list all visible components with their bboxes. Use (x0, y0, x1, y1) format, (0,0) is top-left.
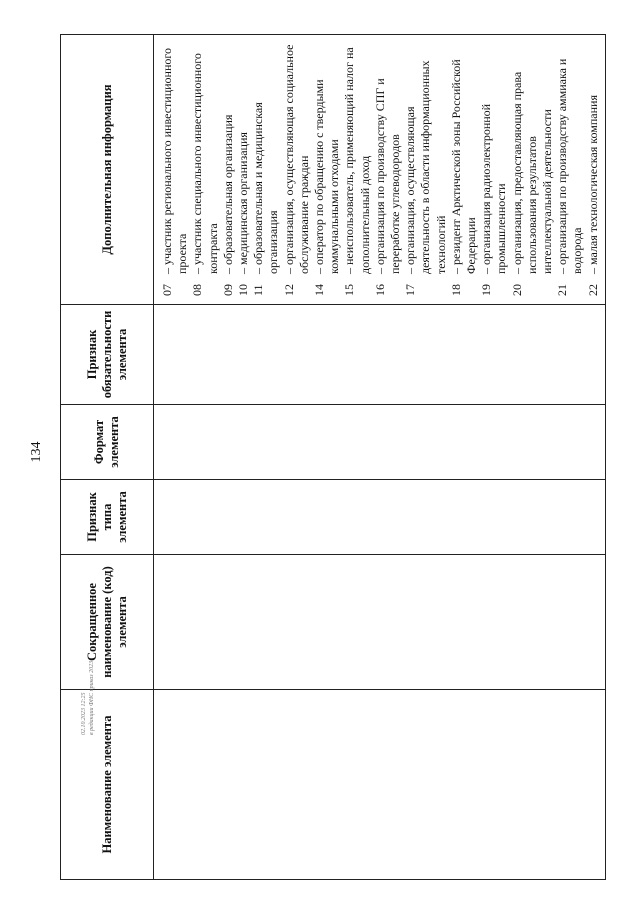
info-item-code: 07 (160, 284, 174, 296)
info-item-text: – резидент Арктической зоны Российской Федерации (448, 59, 479, 274)
header-short-name: Сокращенное наименование (код) элемента (61, 555, 154, 690)
cell-element-format (154, 405, 606, 480)
info-item-code: 22 (585, 284, 600, 296)
info-item-text: – участник регионального инвестиционного проекта (160, 47, 190, 274)
info-item-code: 20 (509, 284, 524, 296)
header-element-format: Формат элемента (61, 405, 154, 480)
info-list-item (586, 41, 601, 296)
info-item-text: – оператор по обращению с твердыми коммунальными отходами (312, 79, 342, 274)
info-list-item (221, 41, 236, 296)
info-item-code: 17 (403, 284, 418, 296)
margin-stamp-note (80, 625, 110, 735)
table-header-row (61, 35, 154, 880)
info-item-text: – организация радиоэлектронной промышленности (479, 103, 509, 274)
header-element-name: Наименование элемента (61, 690, 154, 880)
info-item-text: – организация, осуществляющая социальное обслуживание граждан (281, 44, 311, 274)
info-list-item (342, 41, 372, 296)
info-item-text: – медицинская организация (236, 132, 251, 274)
cell-element-name (154, 690, 606, 880)
info-list-item (403, 41, 449, 296)
elements-table (60, 34, 606, 880)
rotated-page-area (60, 35, 600, 880)
info-list-item (449, 41, 479, 296)
info-item-code: 10 (236, 284, 251, 296)
cell-element-type (154, 480, 606, 555)
info-item-code: 15 (342, 284, 357, 296)
info-list-item (555, 41, 585, 296)
header-required-flag: Признак обязательности элемента (61, 305, 154, 405)
info-item-code: 12 (281, 284, 296, 296)
margin-note-line-1: 02.10.2023 12:25 (81, 692, 87, 735)
info-item-text: – неиспользователь, применяющий налог на дополнительный доход (342, 47, 372, 274)
info-list-item (282, 41, 312, 296)
info-item-text: – малая технологическая компания (585, 95, 600, 274)
header-element-type: Признак типа элемента (61, 480, 154, 555)
additional-info-list (160, 41, 601, 296)
info-item-text: – образовательная и медицинская организация (251, 102, 281, 274)
info-item-text: – организация, осуществляющая деятельность в области информационных технологий (403, 60, 448, 274)
info-item-text: – образовательная организация (220, 114, 235, 274)
rotated-table-container (60, 35, 600, 880)
header-additional-info: Дополнительная информация (61, 35, 154, 305)
page-number: 134 (29, 441, 44, 463)
info-list-item (190, 41, 220, 296)
info-item-text: – организация по производству СПГ и переработке углеводородов (372, 78, 403, 274)
info-item-code: 21 (555, 284, 570, 296)
cell-required-flag (154, 305, 606, 405)
info-item-code: 19 (479, 284, 494, 296)
info-list-item (373, 41, 403, 296)
info-list-item (312, 41, 342, 296)
info-item-code: 08 (190, 284, 205, 296)
info-item-code: 16 (372, 284, 387, 296)
info-item-code: 14 (312, 284, 327, 296)
info-list-item (510, 41, 556, 296)
info-item-text: – организация, предоставляющая права использования результатов интеллектуальной деятельности (509, 71, 555, 274)
info-item-code: 18 (448, 284, 463, 296)
info-list-item (479, 41, 509, 296)
info-item-code: 11 (251, 284, 266, 296)
cell-additional-info (154, 35, 606, 305)
info-item-text: – организация по производству аммиака и водорода (555, 58, 585, 274)
margin-note-line-2: в редакции ФНС приказ 2023 (89, 660, 95, 735)
table-row (154, 35, 606, 880)
info-list-item (160, 41, 190, 296)
info-list-item (251, 41, 281, 296)
info-list-item (236, 41, 251, 296)
info-item-code: 09 (220, 284, 235, 296)
cell-short-name (154, 555, 606, 690)
info-item-text: – участник специального инвестиционного контракта (190, 53, 220, 274)
